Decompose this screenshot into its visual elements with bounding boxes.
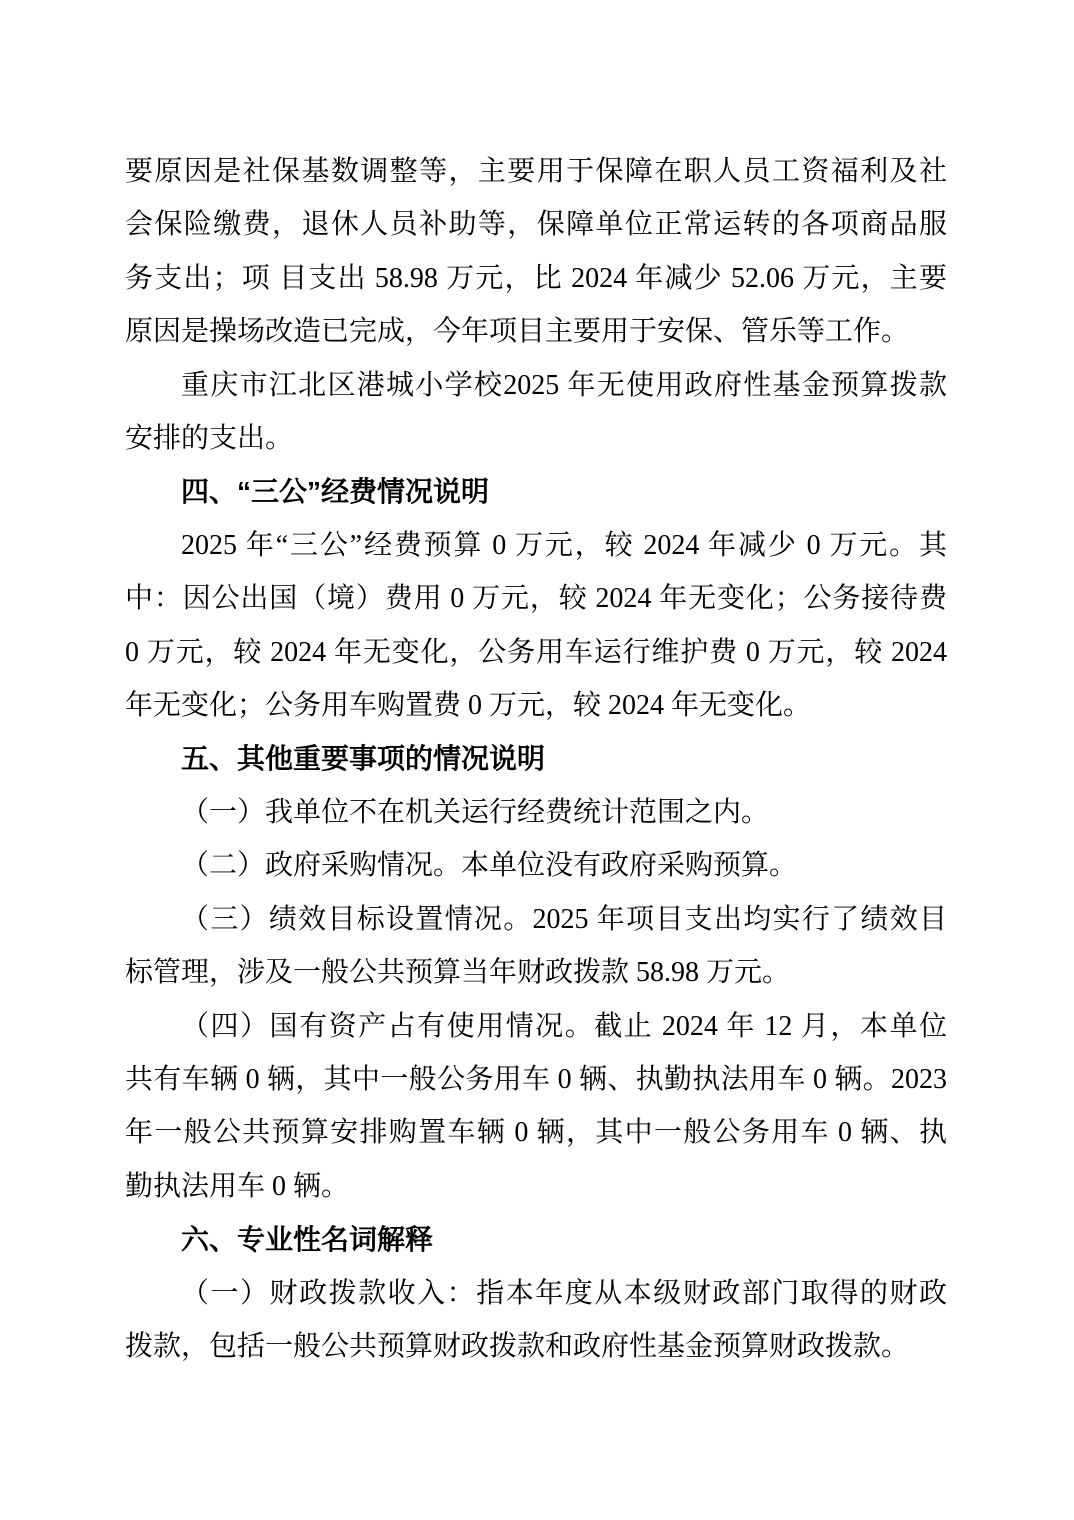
text-line: 会保险缴费，退休人员补助等，保障单位正常运转的各项商品服 (125, 209, 947, 241)
paragraph (125, 1000, 947, 1214)
text-line: 安排的支出。 (125, 423, 294, 455)
text-line: 中：因公出国（境）费用 0 万元，较 2024 年无变化；公务接待费 (125, 583, 947, 615)
text-line: （一）我单位不在机关运行经费统计范围之内。 (181, 796, 770, 828)
text-line: （一）财政拨款收入：指本年度从本级财政部门取得的财政 (181, 1277, 947, 1309)
text-line: （四）国有资产占有使用情况。截止 2024 年 12 月，本单位 (181, 1010, 947, 1042)
paragraph (125, 519, 947, 733)
text-line: 标管理，涉及一般公共预算当年财政拨款 58.98 万元。 (125, 957, 791, 989)
text-line: 重庆市江北区港城小学校2025 年无使用政府性基金预算拨款 (181, 369, 947, 401)
text-line: 年无变化；公务用车购置费 0 万元，较 2024 年无变化。 (125, 690, 812, 722)
text-line: （二）政府采购情况。本单位没有政府采购预算。 (181, 850, 798, 882)
section-heading (125, 732, 947, 785)
text-line: 原因是操场改造已完成，今年项目主要用于安保、管乐等工作。 (125, 316, 910, 348)
text-line: 五、其他重要事项的情况说明 (181, 743, 546, 775)
paragraph (125, 839, 947, 892)
paragraph (125, 359, 947, 466)
section-heading (125, 1213, 947, 1266)
document-body (125, 145, 947, 1373)
paragraph (125, 145, 947, 359)
text-line: 四、“三公”经费情况说明 (181, 476, 490, 508)
text-line: 0 万元，较 2024 年无变化，公务用车运行维护费 0 万元，较 2024 (125, 636, 947, 668)
text-line: 年一般公共预算安排购置车辆 0 辆，其中一般公务用车 0 辆、执 (125, 1117, 947, 1149)
section-heading (125, 465, 947, 518)
text-line: 共有车辆 0 辆，其中一般公务用车 0 辆、执勤执法用车 0 辆。2023 (125, 1063, 947, 1095)
text-line: 六、专业性名词解释 (181, 1224, 434, 1256)
paragraph (125, 786, 947, 839)
text-line: 拨款，包括一般公共预算财政拨款和政府性基金预算财政拨款。 (125, 1330, 910, 1362)
text-line: 要原因是社保基数调整等，主要用于保障在职人员工资福利及社 (125, 156, 947, 187)
text-line: 2025 年“三公”经费预算 0 万元，较 2024 年减少 0 万元。其 (181, 529, 947, 561)
paragraph (125, 893, 947, 1000)
text-line: 务支出；项 目支出 58.98 万元，比 2024 年减少 52.06 万元，主要 (125, 262, 947, 294)
text-line: （三）绩效目标设置情况。2025 年项目支出均实行了绩效目 (181, 903, 947, 935)
paragraph (125, 1267, 947, 1374)
text-line: 勤执法用车 0 辆。 (125, 1170, 350, 1202)
